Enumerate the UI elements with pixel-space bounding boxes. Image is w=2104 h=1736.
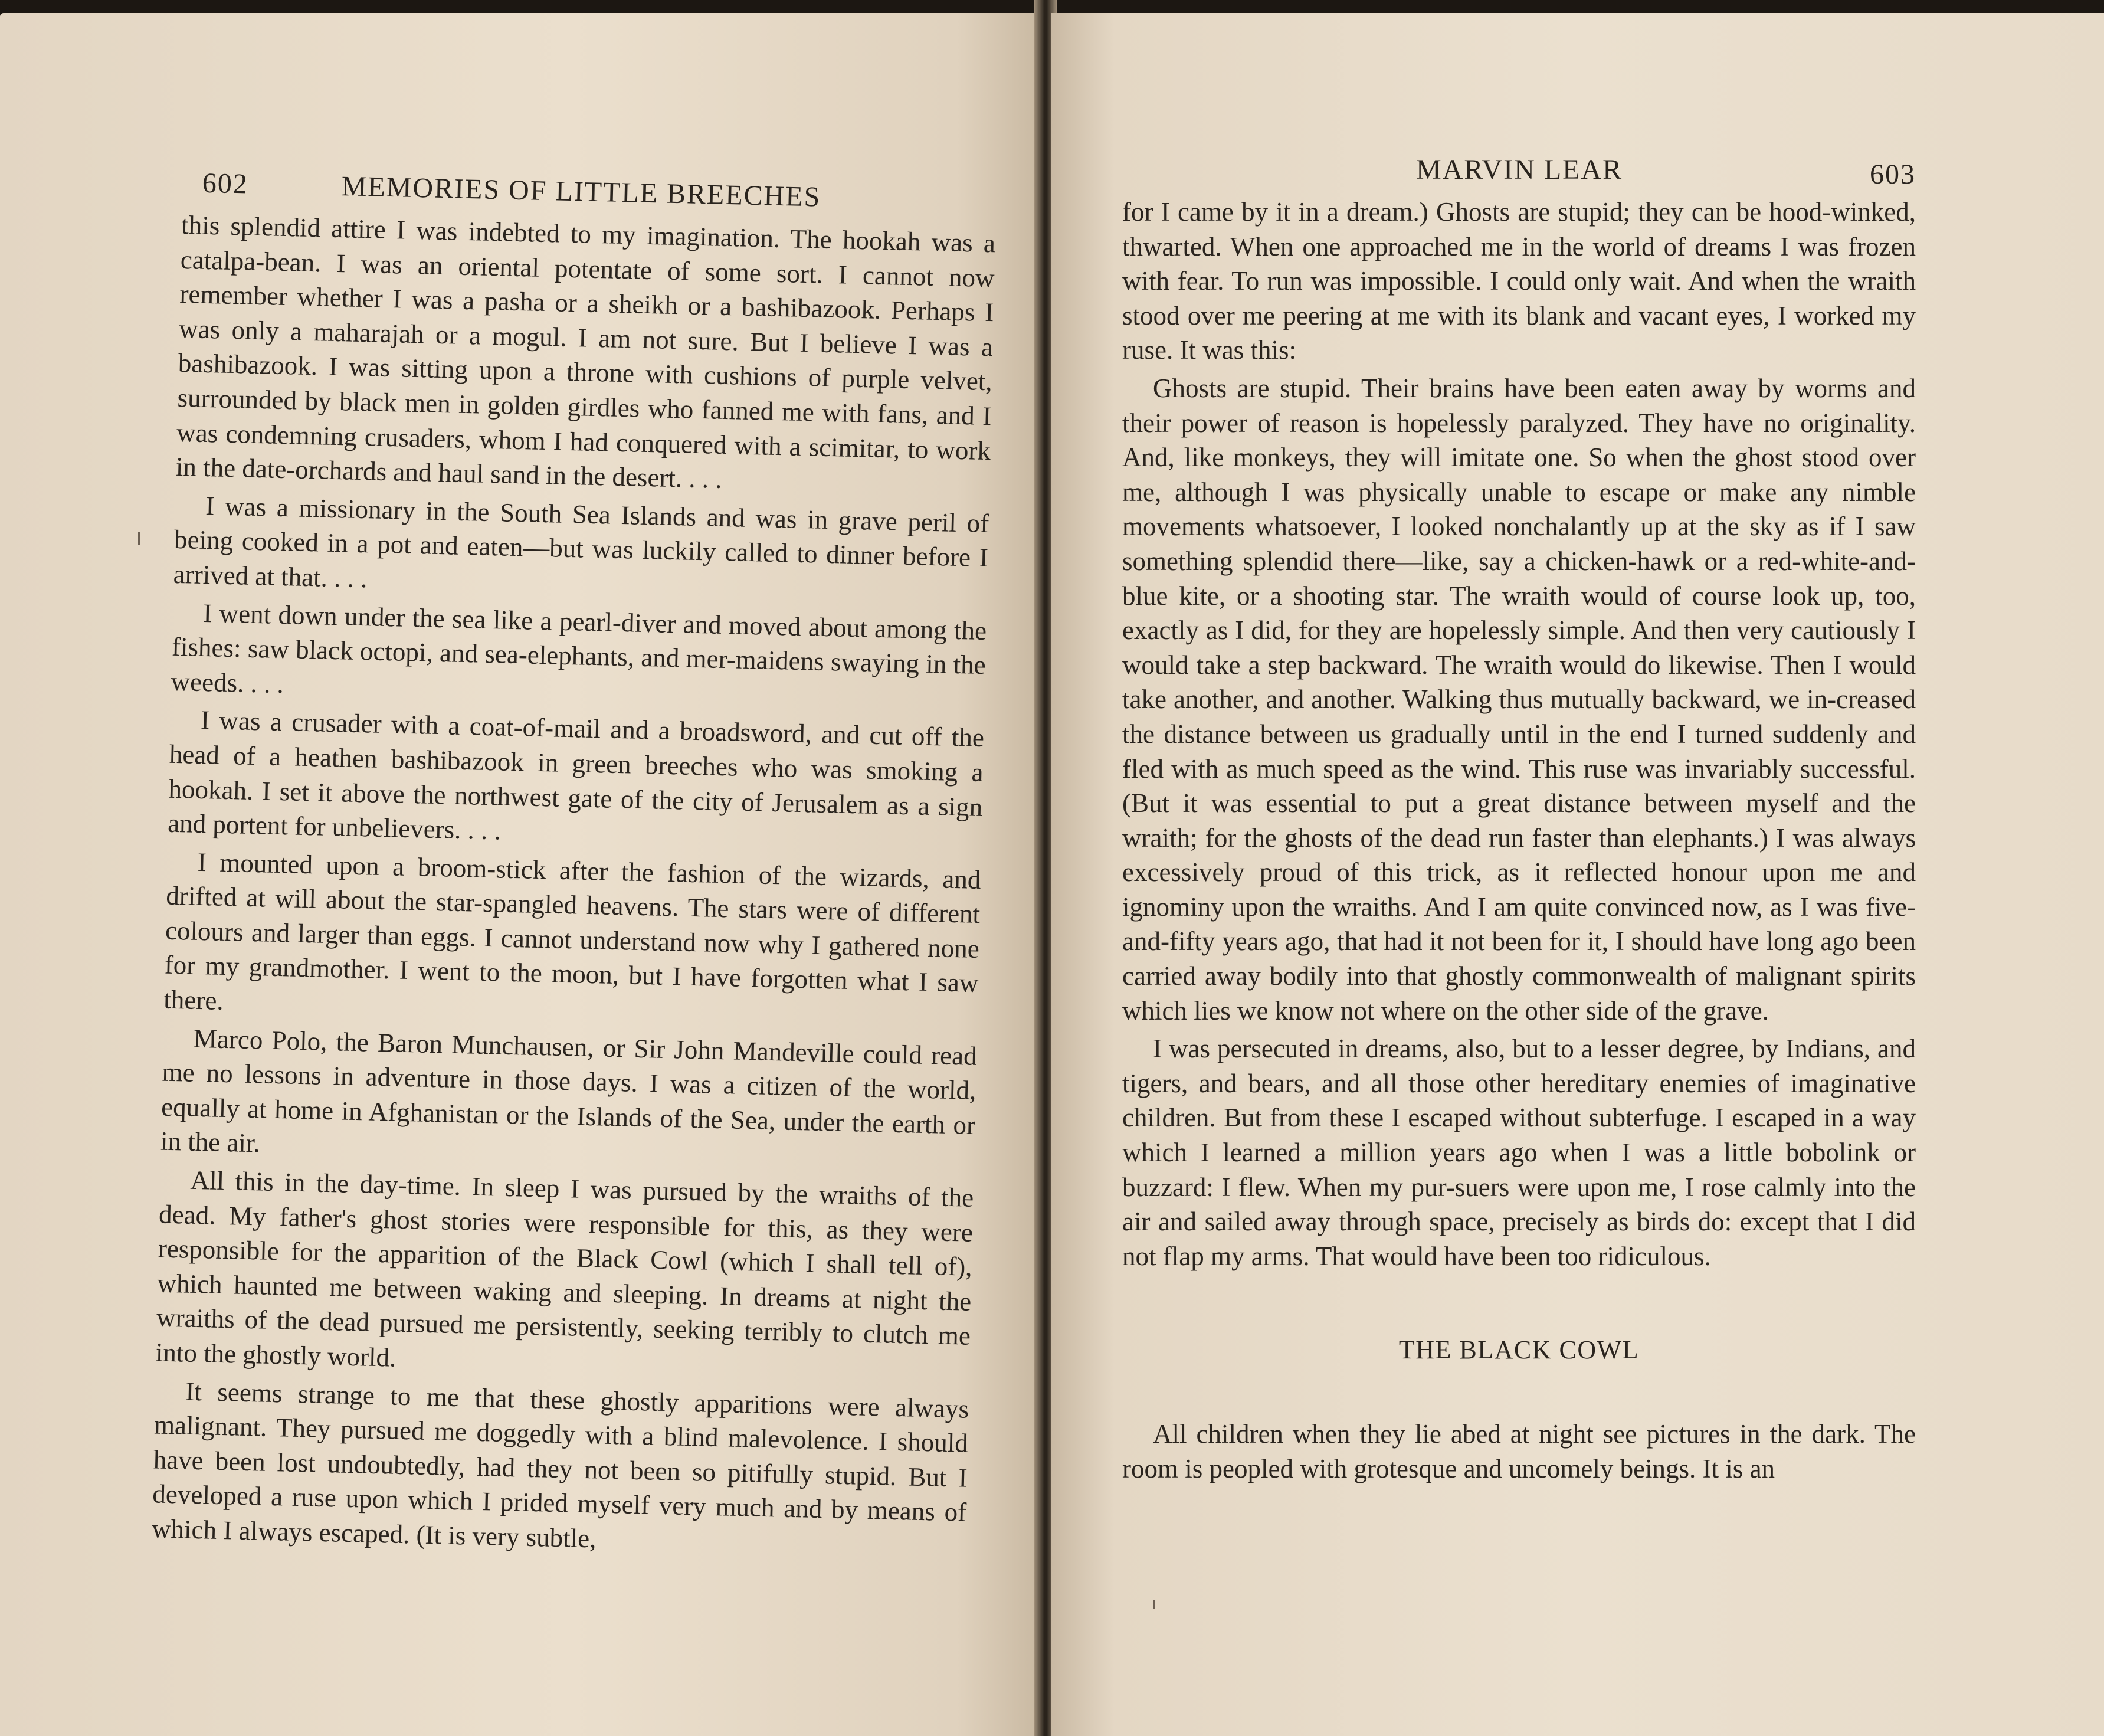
- left-running-title: MEMORIES OF LITTLE BREECHES: [341, 171, 821, 213]
- left-page: [0, 13, 1040, 1736]
- right-running-head: [1122, 142, 1916, 195]
- paragraph: Marco Polo, the Baron Munchausen, or Sir John Mandeville could read me no lessons in adventure in those days. I was a citizen of the world, equally at home in Afghanistan or the Islands of the Sea, under the earth or in the air.: [160, 1023, 978, 1158]
- paragraph: Ghosts are stupid. Their brains have been eaten away by worms and their power of reason is hopelessly paralyzed. They have no originality. And, like monkeys, they will imitate one. So when the ghost stood over me, although I was physically unable to escape or make any nimble movements whatsoever, I looked nonchalantly up at the sky as if I saw something splendid there—like, say a chicken-hawk or a red-white-and-blue kite, or a shooting star. The wraith would of course look up, too, exactly as I did, for they are hopelessly simple. And then very cautiously I would take a step backward. The wraith would do likewise. Then I would take another, and another. Walking thus mutually backward, we in-creased the distance between us gradually until in the end I turned suddenly and fled with as much speed as the wind. This ruse was invariably successful. (But it was essential to put a great distance between myself and the wraith; for the ghosts of the dead run faster than elephants.) I was always excessively proud of this trick, as it reflected honour upon me and ignominy upon the wraiths. And I am quite convinced now, as I was five-and-fifty years ago, that had it not been for it, I should have long ago been carried away bodily into that ghostly commonwealth of malignant spirits which lies we know not where on the other side of the grave.: [1122, 373, 1916, 1026]
- right-page-number: 603: [1870, 159, 1916, 190]
- paragraph: All this in the day-time. In sleep I was pursued by the wraiths of the dead. My father's ghost stories were responsible for this, as they were responsible for the apparition of the Black Cowl (which I shall tell of), which haunted me between waking and sleeping. In dreams at night the wraiths of the dead pursued me persistently, seeking terribly to clutch me into the ghostly world.: [155, 1165, 974, 1373]
- left-page-number: 602: [202, 167, 249, 200]
- paragraph: I was persecuted in dreams, also, but to a lesser degree, by Indians, and tigers, and bears, and all those other hereditary enemies of imaginative children. But from these I escaped without subterfuge. I escaped in a way which I learned a million years ago when I was a little bobolink or buzzard: I flew. When my pur-suers were upon me, I rose calmly into the air and sailed away through space, precisely as birds do: except that I did not flap my arms. That would have been too ridiculous.: [1122, 1034, 1916, 1271]
- paragraph: this splendid attire I was indebted to my imagination. The hookah was a catalpa-bean. I was an oriental potentate of some sort. I cannot now remember whether I was a pasha or a sheikh or a bashibazook. Perhaps I was only a maharajah or a mogul. I am not sure. But I believe I was a bashibazook. I was sitting upon a throne with cushions of purple velvet, surrounded by black men in golden girdles who fanned me with fans, and I was condemning crusaders, whom I had conquered with a scimitar, to work in the date-orchards and haul sand in the desert. . . .: [175, 209, 996, 494]
- margin-mark: [1153, 1600, 1155, 1609]
- paragraph: I mounted upon a broom-stick after the fashion of the wizards, and drifted at will about the star-spangled heavens. The stars were of different colours and larger than eggs. I cannot understand now why I gathered none for my grandmother. I went to the moon, but I have forgotten what I saw there.: [163, 847, 982, 1016]
- paragraph: It seems strange to me that these ghostly apparitions were always malignant. They pursued me doggedly with a blind malevolence. I should have been lost undoubtedly, had they not been so pitifully stupid. But I developed a ruse upon which I prided myself very much and by means of which I always escaped. (It is very subtle,: [151, 1376, 969, 1554]
- paragraph: I was a missionary in the South Sea Islands and was in grave peril of being cooked in a pot and eaten—but was luckily called to dinner before I arrived at that. . . .: [173, 490, 989, 594]
- right-running-title: MARVIN LEAR: [1416, 154, 1623, 185]
- paragraph: I went down under the sea like a pearl-diver and moved about among the fishes: saw black octopi, and sea-elephants, and mer-maidens swaying in the weeds. . . .: [171, 598, 987, 699]
- margin-mark: [138, 532, 140, 545]
- section-title: THE BLACK COWL: [1398, 1335, 1640, 1365]
- right-text-block: [1122, 142, 1916, 1486]
- paragraph: All children when they lie abed at night see pictures in the dark. The room is peopled with grotesque and uncomely beings. It is an: [1122, 1419, 1916, 1483]
- paragraph: for I came by it in a dream.) Ghosts are stupid; they can be hood-winked, thwarted. When one approached me in the world of dreams I was frozen with fear. To run was impossible. I could only wait. And when the wraith stood over me peering at me with its blank and vacant eyes, I worked my ruse. It was this:: [1122, 197, 1916, 365]
- left-text-block: [151, 155, 997, 1564]
- right-page: [1051, 13, 2104, 1736]
- paragraph: I was a crusader with a coat-of-mail and a broadsword, and cut off the head of a heathen bashibazook in green breeches who was smoking a hookah. I set it above the northwest gate of the city of Jerusalem as a sign and portent for unbelievers. . . .: [167, 705, 985, 846]
